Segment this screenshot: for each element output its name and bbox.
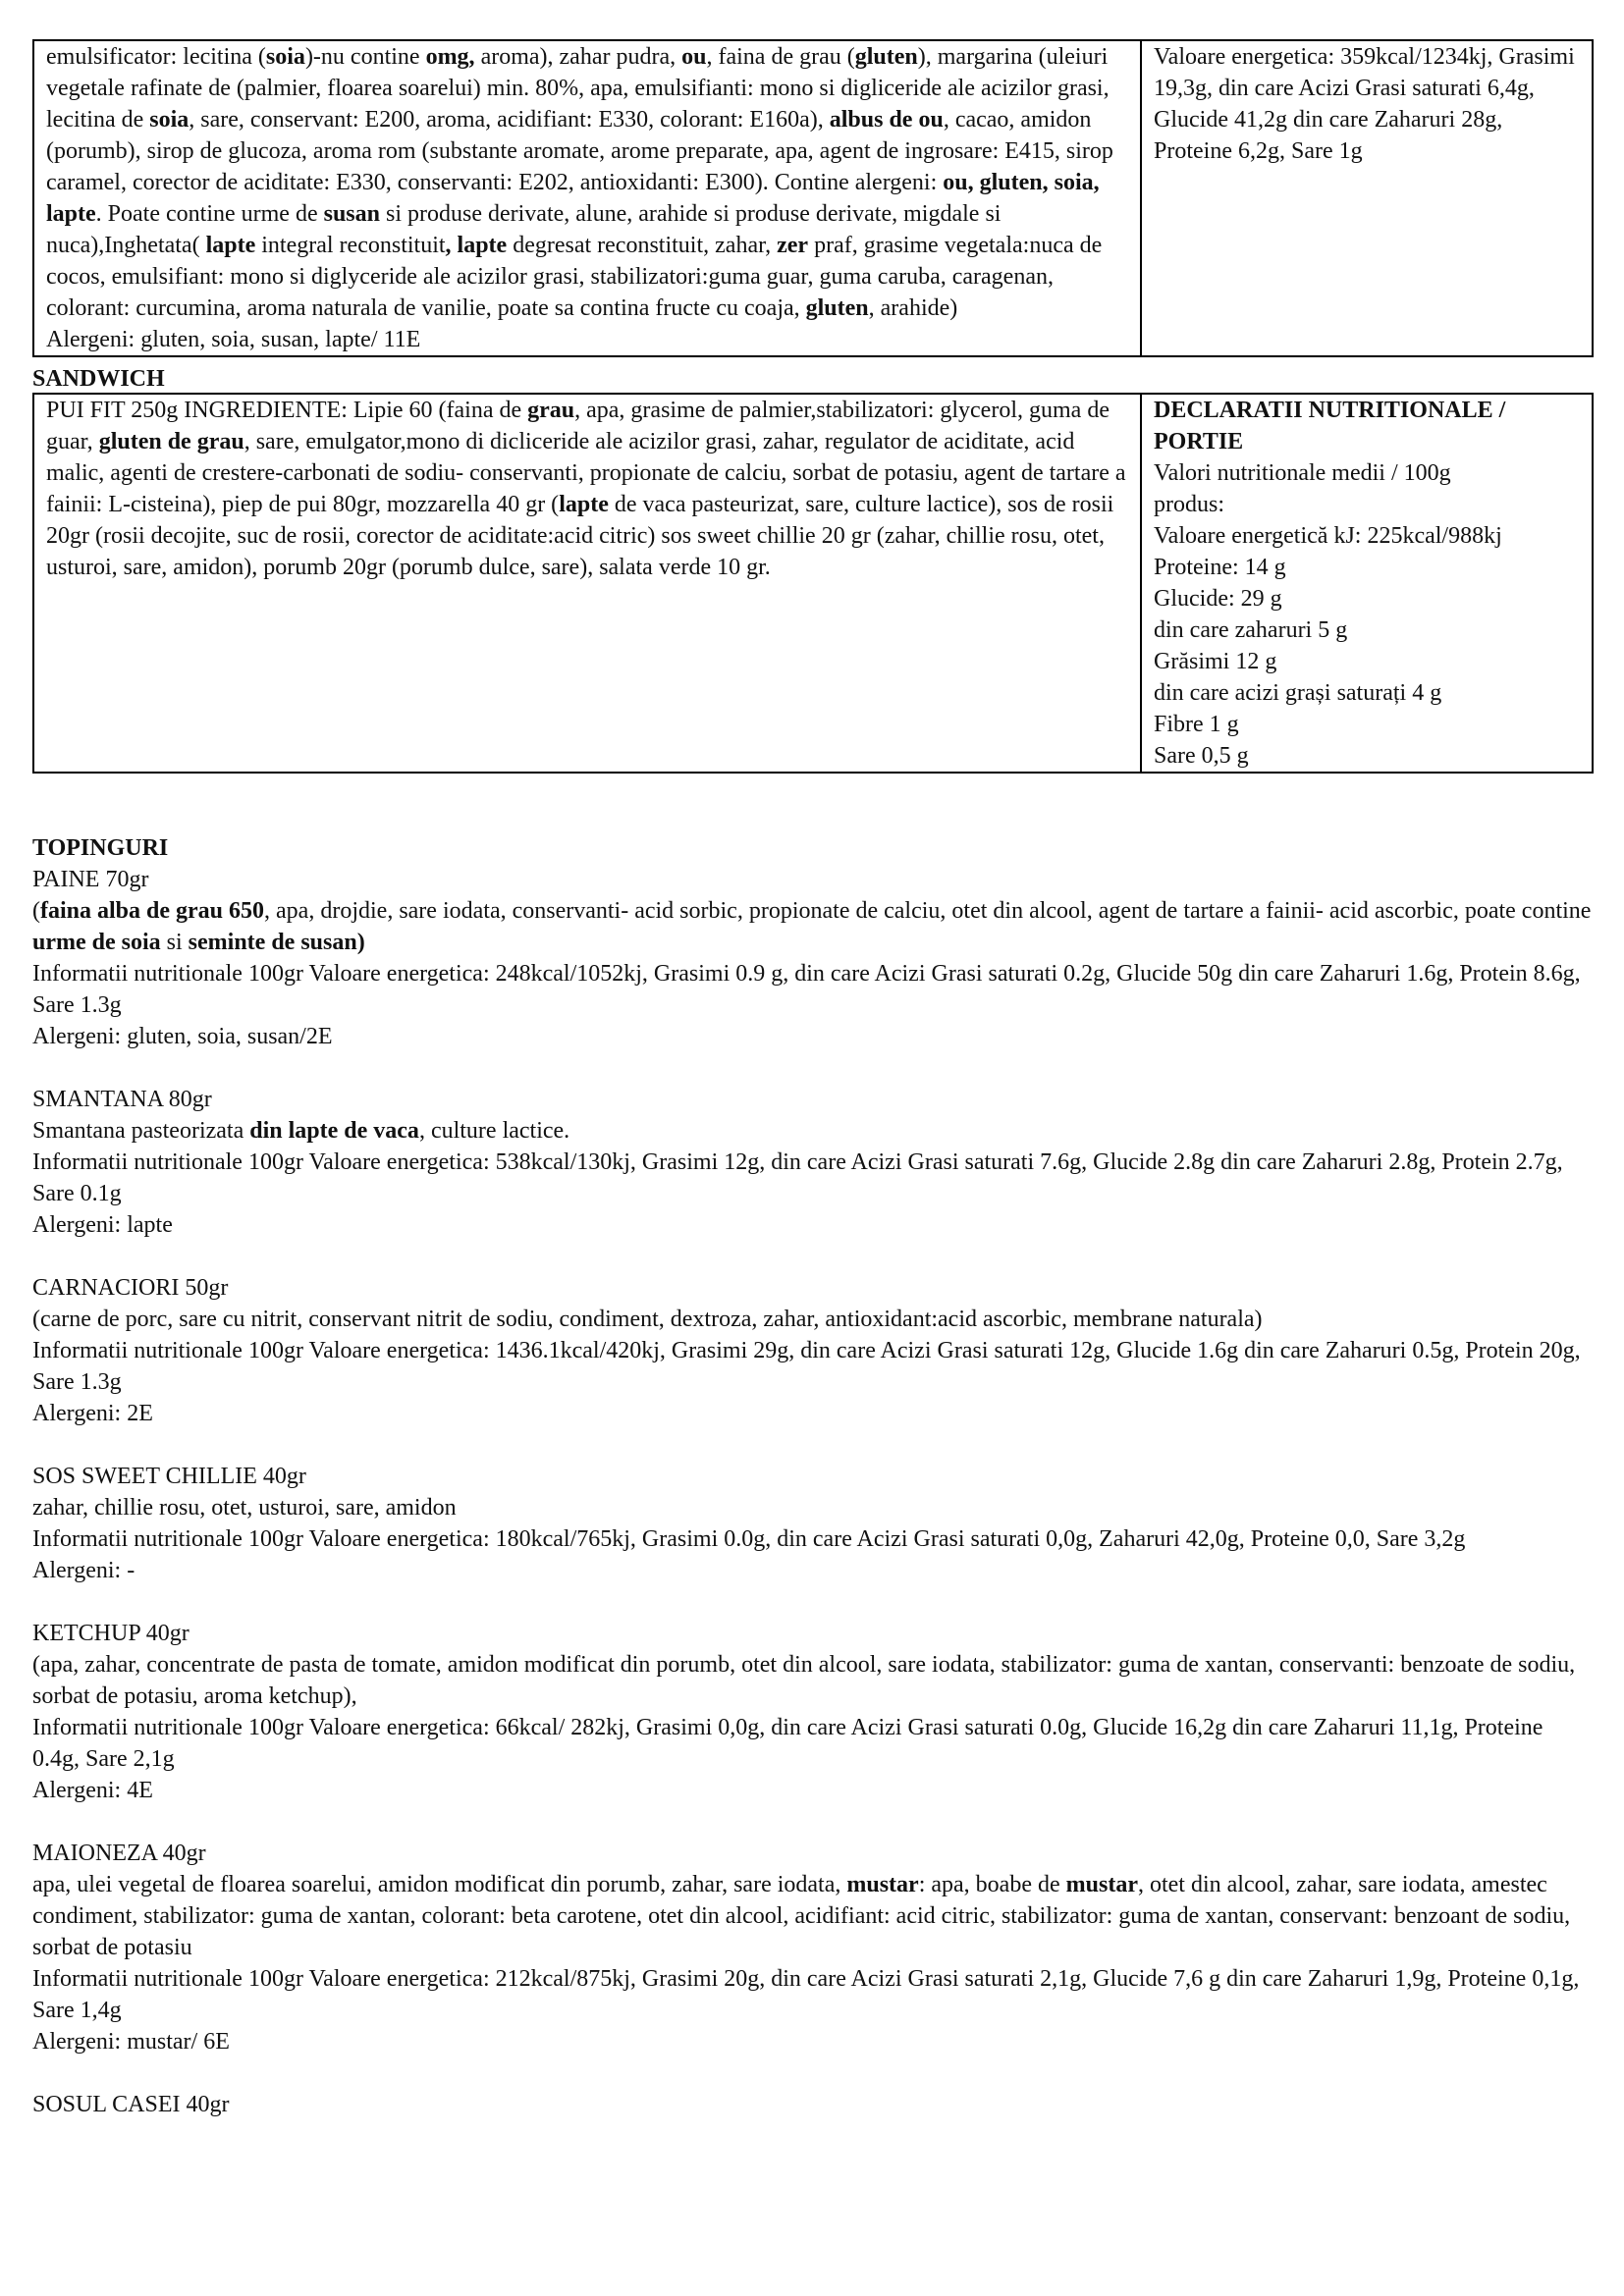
ingredients-cell [33,40,1141,356]
bold-allergen-text: mustar [1065,1872,1138,1897]
nutrition-line: Valoare energetică kJ: 225kcal/988kj [1154,523,1502,549]
topping-name: SOS SWEET CHILLIE 40gr [32,1464,306,1489]
topping-nutrition: Informatii nutritionale 100gr Valoare energetica: 538kcal/130kj, Grasimi 12g, din care Acizi Grasi saturati 7.6g, Glucide 2.8g din care Zaharuri 2.8g, Protein 2.7g, Sare 0.1g [32,1149,1563,1206]
nutrition-line: Proteine: 14 g [1154,555,1286,580]
topping-allergens: Alergeni: lapte [32,1212,173,1238]
nutrition-line: Valori nutritionale medii / 100g [1154,460,1451,486]
text-segment: emulsificator: lecitina ( [46,44,266,70]
bold-allergen-text: zer [777,233,809,258]
topping-allergens: Alergeni: gluten, soia, susan/2E [32,1024,333,1049]
text-segment: , sare, conservant: E200, aroma, acidifiant: E330, colorant: E160a), [189,107,830,133]
bold-allergen-text: albus de ou [829,107,944,133]
bold-allergen-text: din lapte de vaca [249,1118,419,1144]
text-segment: Smantana pasteorizata [32,1118,250,1144]
document-page [32,39,1594,2152]
text-segment: de vaca pasteurizat, sare, culture lactice), sos de rosii 20gr (rosii decojite, suc de rosii, corector de aciditate:acid citric) sos sweet chillie 20 gr (zahar, chillie rosu, otet, usturoi, sare, amidon), porumb 20gr (porumb dulce, sare), salata verde 10 gr. [46,492,1114,580]
nutrition-text: Valoare energetica: 359kcal/1234kj, Grasimi 19,3g, din care Acizi Grasi saturati 6,4g, Glucide 41,2g din care Zaharuri 28g, Proteine 6,2g, Sare 1g [1154,44,1575,164]
topping-allergens: Alergeni: 4E [32,1778,153,1803]
text-segment: , apa, drojdie, sare iodata, conservanti- acid sorbic, propionate de calciu, otet din alcool, agent de tartare a fainii- acid ascorbic, poate contine [264,898,1592,924]
topping-name: MAIONEZA 40gr [32,1841,206,1866]
topping-ingredients [32,1115,1594,1147]
bold-allergen-text: gluten [805,295,869,321]
topping-name: PAINE 70gr [32,867,149,892]
text-segment: si produse derivate, alune, arahide si produse derivate, migdale si nuca),Inghetata( [46,201,1001,258]
text-segment: aroma), zahar pudra, [474,44,682,70]
topping-allergens: Alergeni: 2E [32,1401,153,1426]
bold-allergen-text: gluten [854,44,918,70]
bold-allergen-text: urme de soia [32,930,161,955]
text-segment: si [160,930,189,955]
text-segment: , sare, emulgator,mono di dicliceride ale acizilor grasi, zahar, regulator de aciditate, acid malic, agenti de crestere-carbonati de sodiu- conservanti, propionate de calciu, sorbat de potasiu, agent de tartare a fainii: L-cisteina), piep de pui 80gr, mozzarella 40 gr ( [46,429,1126,517]
text-segment: , otet din alcool, zahar, sare iodata, amestec condiment, stabilizator: guma de xantan, colorant: beta carotene, otet din alcool, acidifiant: acid citric, stabilizator: guma de xantan, conservant: benzoant de sodiu, sorbat de potasiu [32,1872,1571,1960]
ingredients-cell [33,394,1141,773]
ingredients-text [46,398,1126,580]
topping-allergens: Alergeni: - [32,1558,135,1583]
topping-item [32,1084,1594,1241]
table-row [33,40,1593,356]
text-segment: integral reconstituit [255,233,446,258]
dessert-ingredients-table [32,39,1594,357]
topping-nutrition: Informatii nutritionale 100gr Valoare energetica: 212kcal/875kj, Grasimi 20g, din care Acizi Grasi saturati 2,1g, Glucide 7,6 g din care Zaharuri 1,9g, Proteine 0,1g, Sare 1,4g [32,1966,1580,2023]
ingredients-text [46,44,1113,321]
section-title-sandwich: SANDWICH [32,366,165,392]
text-segment: . Poate contine urme de [95,201,324,227]
bold-allergen-text: ou, gluten, soia, lapte [46,170,1100,227]
text-segment: )-nu contine [304,44,426,70]
bold-allergen-text: omg, [425,44,475,70]
topping-ingredients [32,1649,1594,1712]
topping-allergens: Alergeni: mustar/ 6E [32,2029,230,2055]
nutrition-line: Sare 0,5 g [1154,743,1249,769]
toppings-section [32,832,1594,2120]
text-segment: (carne de porc, sare cu nitrit, conservant nitrit de sodiu, condiment, dextroza, zahar, antioxidant:acid ascorbic, membrane naturala) [32,1307,1263,1332]
topping-item [32,1272,1594,1429]
sandwich-ingredients-table [32,393,1594,774]
topping-ingredients [32,1492,1594,1523]
topping-name: SOSUL CASEI 40gr [32,2092,230,2117]
text-segment: : apa, boabe de [918,1872,1066,1897]
topping-ingredients [32,1869,1594,1963]
bold-allergen-text: gluten de grau [98,429,244,454]
topping-item [32,864,1594,1052]
allergens-text: Alergeni: gluten, soia, susan, lapte/ 11E [46,327,421,352]
topping-ingredients [32,1304,1594,1335]
nutrition-line: Glucide: 29 g [1154,586,1282,612]
bold-allergen-text: lapte [205,233,256,258]
text-segment: , culture lactice. [418,1118,570,1144]
topping-nutrition: Informatii nutritionale 100gr Valoare energetica: 180kcal/765kj, Grasimi 0.0g, din care Acizi Grasi saturati 0,0g, Zaharuri 42,0g, Proteine 0,0, Sare 3,2g [32,1526,1466,1552]
bold-allergen-text: lapte [559,492,609,517]
nutrition-title: DECLARATII NUTRITIONALE / PORTIE [1154,398,1506,454]
bold-allergen-text: soia [265,44,305,70]
topping-item [32,1618,1594,1806]
nutrition-line: produs: [1154,492,1224,517]
text-segment: ), margarina (uleiuri vegetale rafinate de (palmier, floarea soarelui) min. 80%, apa, emulsifianti: mono si digliceride ale acizilor grasi, lecitina de [46,44,1110,133]
topping-item [32,1461,1594,1586]
text-segment: PUI FIT 250g INGREDIENTE: Lipie 60 (faina de [46,398,528,423]
topping-item [32,1838,1594,2057]
bold-allergen-text: seminte de susan) [188,930,365,955]
text-segment: , cacao, amidon (porumb), sirop de glucoza, aroma rom (substante aromate, arome preparate, apa, agent de ingrosare: E415, sirop caramel, corector de aciditate: E330, conservanti: E202, antioxidanti: E300). Contine alergeni: [46,107,1113,195]
bold-allergen-text: ou [681,44,707,70]
text-segment: (apa, zahar, concentrate de pasta de tomate, amidon modificat din porumb, otet din alcool, sare iodata, stabilizator: guma de xantan, conservanti: benzoate de sodiu, sorbat de potasiu, aroma ketchup), [32,1652,1576,1709]
bold-allergen-text: grau [527,398,575,423]
topping-nutrition: Informatii nutritionale 100gr Valoare energetica: 66kcal/ 282kj, Grasimi 0,0g, din care Acizi Grasi saturati 0.0g, Glucide 16,2g din care Zaharuri 11,1g, Proteine 0.4g, Sare 2,1g [32,1715,1543,1772]
nutrition-line: din care zaharuri 5 g [1154,617,1348,643]
text-segment: degresat reconstituit, zahar, [507,233,778,258]
bold-allergen-text: , lapte [445,233,508,258]
topping-nutrition: Informatii nutritionale 100gr Valoare energetica: 248kcal/1052kj, Grasimi 0.9 g, din care Acizi Grasi saturati 0.2g, Glucide 50g din care Zaharuri 1.6g, Protein 8.6g, Sare 1.3g [32,961,1581,1018]
text-segment: zahar, chillie rosu, otet, usturoi, sare, amidon [32,1495,457,1521]
text-segment: , faina de grau ( [706,44,855,70]
nutrition-line: Grăsimi 12 g [1154,649,1277,674]
nutrition-cell [1141,394,1593,773]
bold-allergen-text: soia [149,107,189,133]
topping-name: SMANTANA 80gr [32,1087,212,1112]
text-segment: , arahide) [868,295,958,321]
bold-allergen-text: susan [323,201,380,227]
toppings-list [32,864,1594,2120]
text-segment: praf, grasime vegetala:nuca de cocos, emulsifiant: mono si diglyceride ale acizilor grasi, stabilizatori:guma guar, guma caruba, caragenan, colorant: curcumina, aroma naturala de vanilie, poate sa contina fructe cu coaja, [46,233,1103,321]
text-segment: ( [32,898,40,924]
topping-item [32,2089,1594,2120]
topping-ingredients [32,895,1594,958]
nutrition-cell [1141,40,1593,356]
bold-allergen-text: mustar [846,1872,919,1897]
table-row [33,394,1593,773]
nutrition-line: din care acizi grași saturați 4 g [1154,680,1442,706]
toppings-title: TOPINGURI [32,835,169,861]
topping-name: CARNACIORI 50gr [32,1275,229,1301]
topping-name: KETCHUP 40gr [32,1621,189,1646]
text-segment: apa, ulei vegetal de floarea soarelui, amidon modificat din porumb, zahar, sare iodata, [32,1872,847,1897]
nutrition-lines [1154,457,1580,772]
topping-nutrition: Informatii nutritionale 100gr Valoare energetica: 1436.1kcal/420kj, Grasimi 29g, din care Acizi Grasi saturati 12g, Glucide 1.6g din care Zaharuri 0.5g, Protein 20g, Sare 1.3g [32,1338,1581,1395]
text-segment: , apa, grasime de palmier,stabilizatori: glycerol, guma de guar, [46,398,1110,454]
bold-allergen-text: faina alba de grau 650 [40,898,265,924]
nutrition-line: Fibre 1 g [1154,712,1239,737]
